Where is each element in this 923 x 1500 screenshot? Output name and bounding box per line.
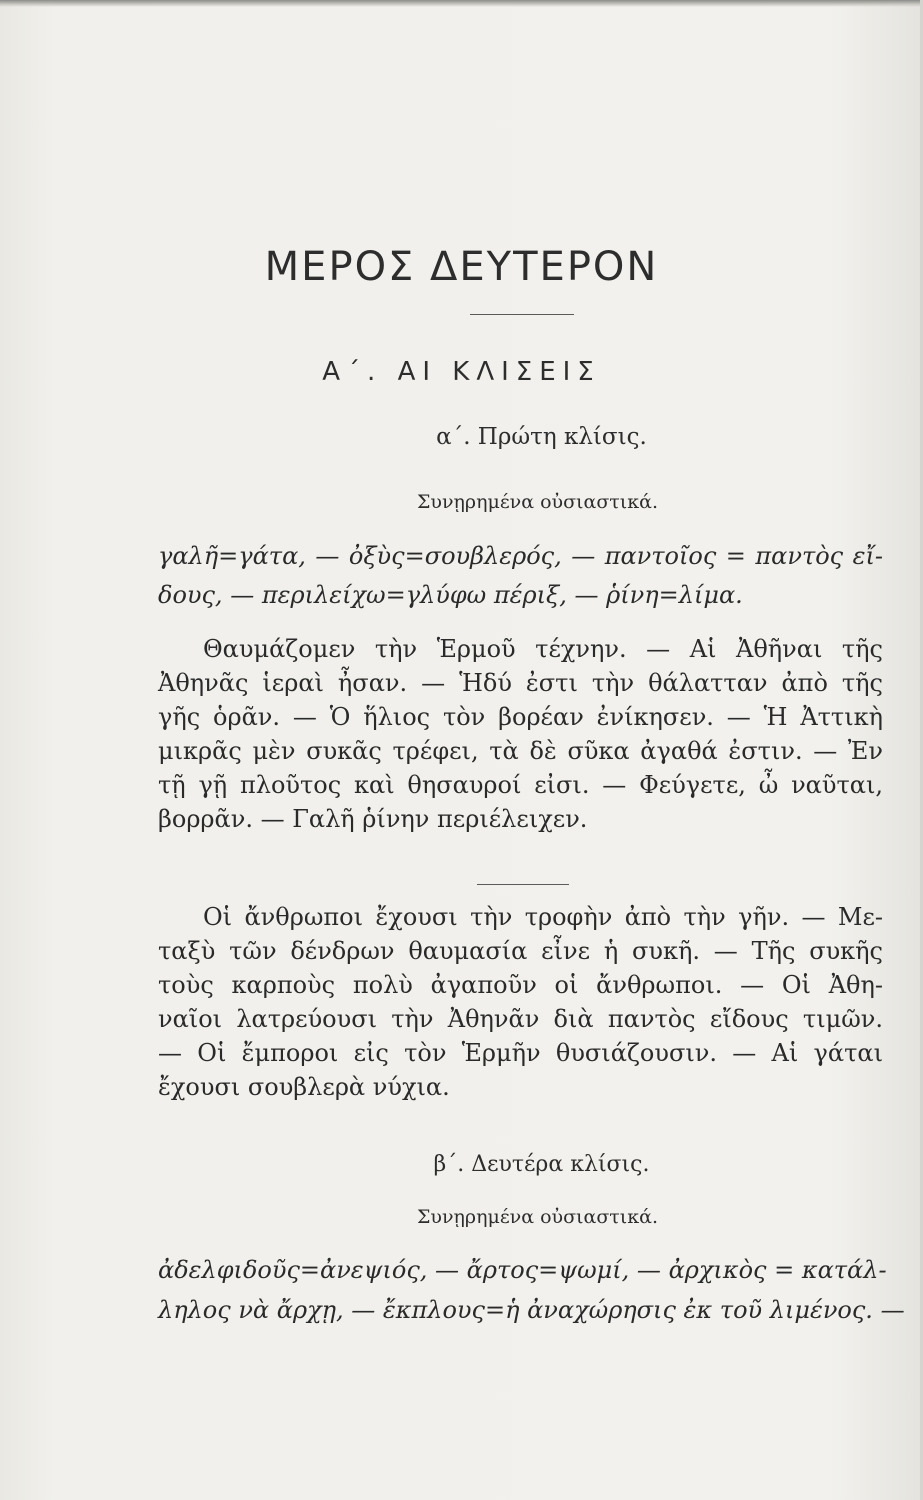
declension-1-heading: α΄. Πρώτη κλίσις. — [436, 424, 647, 450]
exercise-line: ναῖοι λατρεύουσι τὴν Ἀθηνᾶν διὰ παντὸς εἴδους τιμῶν. — [158, 1005, 883, 1033]
declension-2-vocabulary — [158, 1250, 905, 1330]
exercise-line: Οἱ ἄνθρωποι ἔχουσι τὴν τροφὴν ἀπὸ τὴν γῆν. — Με- — [203, 903, 883, 931]
vocab-line: ληλος νὰ ἄρχῃ, — ἔκπλους=ἡ ἀναχώρησις ἐκ τοῦ λιμένος. — — [158, 1296, 905, 1324]
exercise-line: Ἀθηνᾶς ἱεραὶ ἦσαν. — Ἡδύ ἐστι τὴν θάλατταν ἀπὸ τῆς — [158, 669, 883, 697]
page-top-shadow — [0, 0, 923, 7]
exercise-line: ταξὺ τῶν δένδρων θαυμασία εἶνε ἡ συκῆ. — Τῆς συκῆς — [158, 937, 883, 965]
exercise-line: — Οἱ ἔμποροι εἰς τὸν Ἑρμῆν θυσιάζουσιν. — Αἱ γάται — [158, 1039, 883, 1067]
declension-1-exercise-1 — [158, 632, 883, 836]
declension-1-exercise-2 — [158, 900, 883, 1104]
exercise-line: γῆς ὁρᾶν. — Ὁ ἥλιος τὸν βορέαν ἐνίκησεν. — Ἡ Ἀττικὴ — [158, 703, 883, 731]
exercise-line: τοὺς καρποὺς πολὺ ἀγαποῦν οἱ ἄνθρωποι. — Οἱ Ἀθη- — [158, 971, 883, 999]
divider-rule — [470, 314, 574, 315]
divider-rule — [477, 884, 569, 885]
exercise-line: βορρᾶν. — Γαλῆ ῥίνην περιέλειχεν. — [158, 805, 588, 833]
declension-2-subheading: Συνῃρημένα οὐσιαστικά. — [417, 1206, 658, 1228]
exercise-line: μικρᾶς μὲν συκᾶς τρέφει, τὰ δὲ σῦκα ἀγαθά ἐστιν. — Ἐν — [158, 737, 883, 765]
exercise-line: τῇ γῇ πλοῦτος καὶ θησαυροί εἰσι. — Φεύγετε, ὦ ναῦται, — [158, 771, 883, 799]
exercise-line: Θαυμάζομεν τὴν Ἑρμοῦ τέχνην. — Αἱ Ἀθῆναι τῆς — [203, 635, 883, 663]
vocab-line: δους, — περιλείχω=γλύφω πέριξ, — ῥίνη=λίμα. — [158, 581, 743, 609]
section-title: Α΄. ΑΙ ΚΛΙΣΕΙΣ — [322, 357, 601, 387]
declension-1-subheading: Συνῃρημένα οὐσιαστικά. — [417, 491, 658, 513]
vocab-line: ἀδελφιδοῦς=ἀνεψιός, — ἄρτος=ψωμί, — ἀρχικὸς = κατάλ- — [158, 1256, 887, 1284]
exercise-line: ἔχουσι σουβλερὰ νύχια. — [158, 1073, 450, 1101]
declension-1-vocabulary — [158, 537, 883, 615]
declension-2-heading: β΄. Δευτέρα κλίσις. — [433, 1152, 650, 1177]
vocab-line: γαλῆ=γάτα, — ὀξὺς=σουβλερός, — παντοῖος = παντὸς εἴ- — [158, 542, 883, 570]
part-title: ΜΕΡΟΣ ΔΕΥΤΕΡΟΝ — [264, 244, 659, 290]
